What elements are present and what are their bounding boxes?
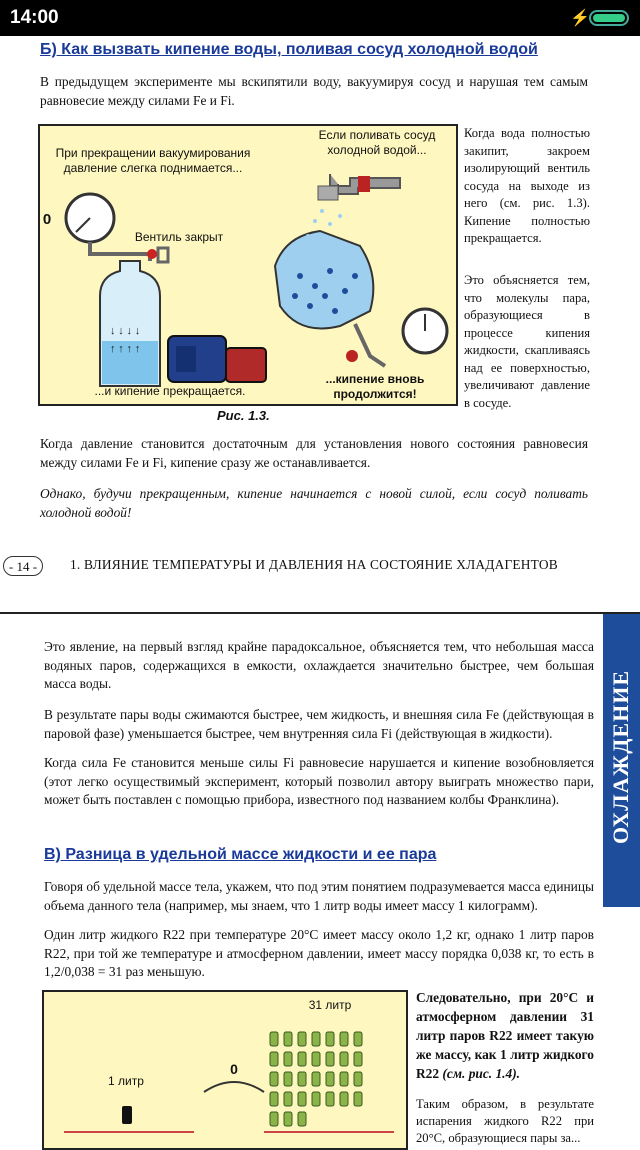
- paragraph-vapor-compress: В результате пары воды сжимаются быстрее, чем жидкость, и внешняя сила Fe (действующая в паровой фазе) уменьшается быстрее, чем внутренняя сила Fi (действующая в жидкости).: [44, 707, 594, 741]
- paragraph-equilibrium: Когда давление становится достаточным для установления нового состояния равновесия между силами Fe и Fi, кипение сразу же останавливается.: [40, 436, 588, 470]
- page-number: - 14 -: [3, 556, 43, 576]
- svg-text:↑ ↑ ↑ ↑: ↑ ↑ ↑ ↑: [110, 343, 141, 355]
- side-bold-ref: (см. рис. 1.4).: [442, 1066, 521, 1081]
- paragraph-specific-mass: Говоря об удельной массе тела, укажем, что под этим понятием подразумевается масса единицы объема данного тела (например, мы знаем, что 1 литр воды имеет массу 1 килограмм).: [44, 879, 594, 913]
- chapter-footer: 1. ВЛИЯНИЕ ТЕМПЕРАТУРЫ И ДАВЛЕНИЯ НА СОСТОЯНИЕ ХЛАДАГЕНТОВ: [70, 557, 558, 572]
- label-boiling-stops: ...и кипение прекращается.: [94, 384, 246, 398]
- paragraph-franklin: Когда сила Fe становится меньше силы Fi равновесие нарушается и кипение возобновляется (этот легко осуществимый эксперимент, который позволил автору выиграть множество пари, может быть поставлен с помощью прибора, известного под названием колбы Франклина).: [44, 755, 594, 807]
- side-bold-text: Следовательно, при 20°C и атмосферном давлении 31 литр паров R22 имеет такую же массу, как 1 литр жидкого R22: [416, 990, 594, 1081]
- figure-caption: Рис. 1.3.: [217, 408, 270, 423]
- section-heading-v: В) Разница в удельной массе жидкости и ее пара: [44, 846, 437, 863]
- svg-text:↓ ↓ ↓ ↓: ↓ ↓ ↓ ↓: [110, 325, 141, 337]
- label-boiling-resumes: ...кипение вновь продолжится!: [325, 372, 425, 401]
- battery-icon: [589, 10, 629, 26]
- label-valve-closed: Вентиль закрыт: [134, 230, 224, 244]
- label-scale-zero: 0: [230, 1061, 238, 1077]
- status-time: 14:00: [10, 7, 59, 28]
- side-tab-label: ОХЛАЖДЕНИЕ: [608, 669, 633, 845]
- label-1-liter: 1 литр: [108, 1074, 144, 1088]
- section-heading-b: Б) Как вызвать кипение воды, поливая сосуд холодной водой: [40, 41, 538, 58]
- chapter-side-tab: [603, 614, 640, 907]
- page-divider: [0, 612, 640, 614]
- label-pour-cold: Если поливать сосуд холодной водой...: [318, 128, 436, 157]
- status-bar: [0, 0, 640, 36]
- intro-paragraph: В предыдущем эксперименте мы вскипятили воду, вакуумируя сосуд и нарушая тем самым равновесие между силами Fe и Fi.: [40, 74, 588, 108]
- paragraph-r22: Один литр жидкого R22 при температуре 20°C имеет массу около 1,2 кг, однако 1 литр паров R22, при той же температуре и атмосферном давлении, имеет массу порядка 0,038 кг, то есть в 1,2/0,038 = 31 раз меньшую.: [44, 927, 594, 979]
- figure-1-3: [38, 124, 458, 406]
- side-text-1: Когда вода полностью закипит, закроем изолирующий вентиль сосуда на выходе из него (см. рис. 1.3). Кипение полностью прекращается.: [464, 126, 590, 245]
- charging-icon: ⚡: [570, 10, 590, 27]
- side-bold-conclusion: [416, 988, 594, 1083]
- paragraph-italic-note: Однако, будучи прекращенным, кипение начинается с новой силой, если сосуд поливать холодной водой!: [40, 486, 588, 520]
- side-text-evaporation: Таким образом, в результате испарения жидкого R22 при 20°C, образующиеся пары за...: [416, 1097, 594, 1145]
- figure-1-4: [42, 990, 408, 1150]
- label-gauge-zero: 0: [42, 211, 52, 228]
- label-31-liters: 31 литр: [308, 998, 352, 1012]
- paragraph-paradox: Это явление, на первый взгляд крайне парадоксальное, объясняется тем, что небольшая масса водяных паров, содержащихся в емкости, охлаждается значительно быстрее, чем большая масса воды.: [44, 639, 594, 691]
- label-vacuum-stop: При прекращении вакуумирования давление слегка поднимается...: [55, 146, 251, 175]
- side-text-2: Это объясняется тем, что молекулы пара, образующиеся в процессе кипения жидкости, скапливаясь над ее поверхностью, увеличивают давление в сосуде.: [464, 273, 590, 410]
